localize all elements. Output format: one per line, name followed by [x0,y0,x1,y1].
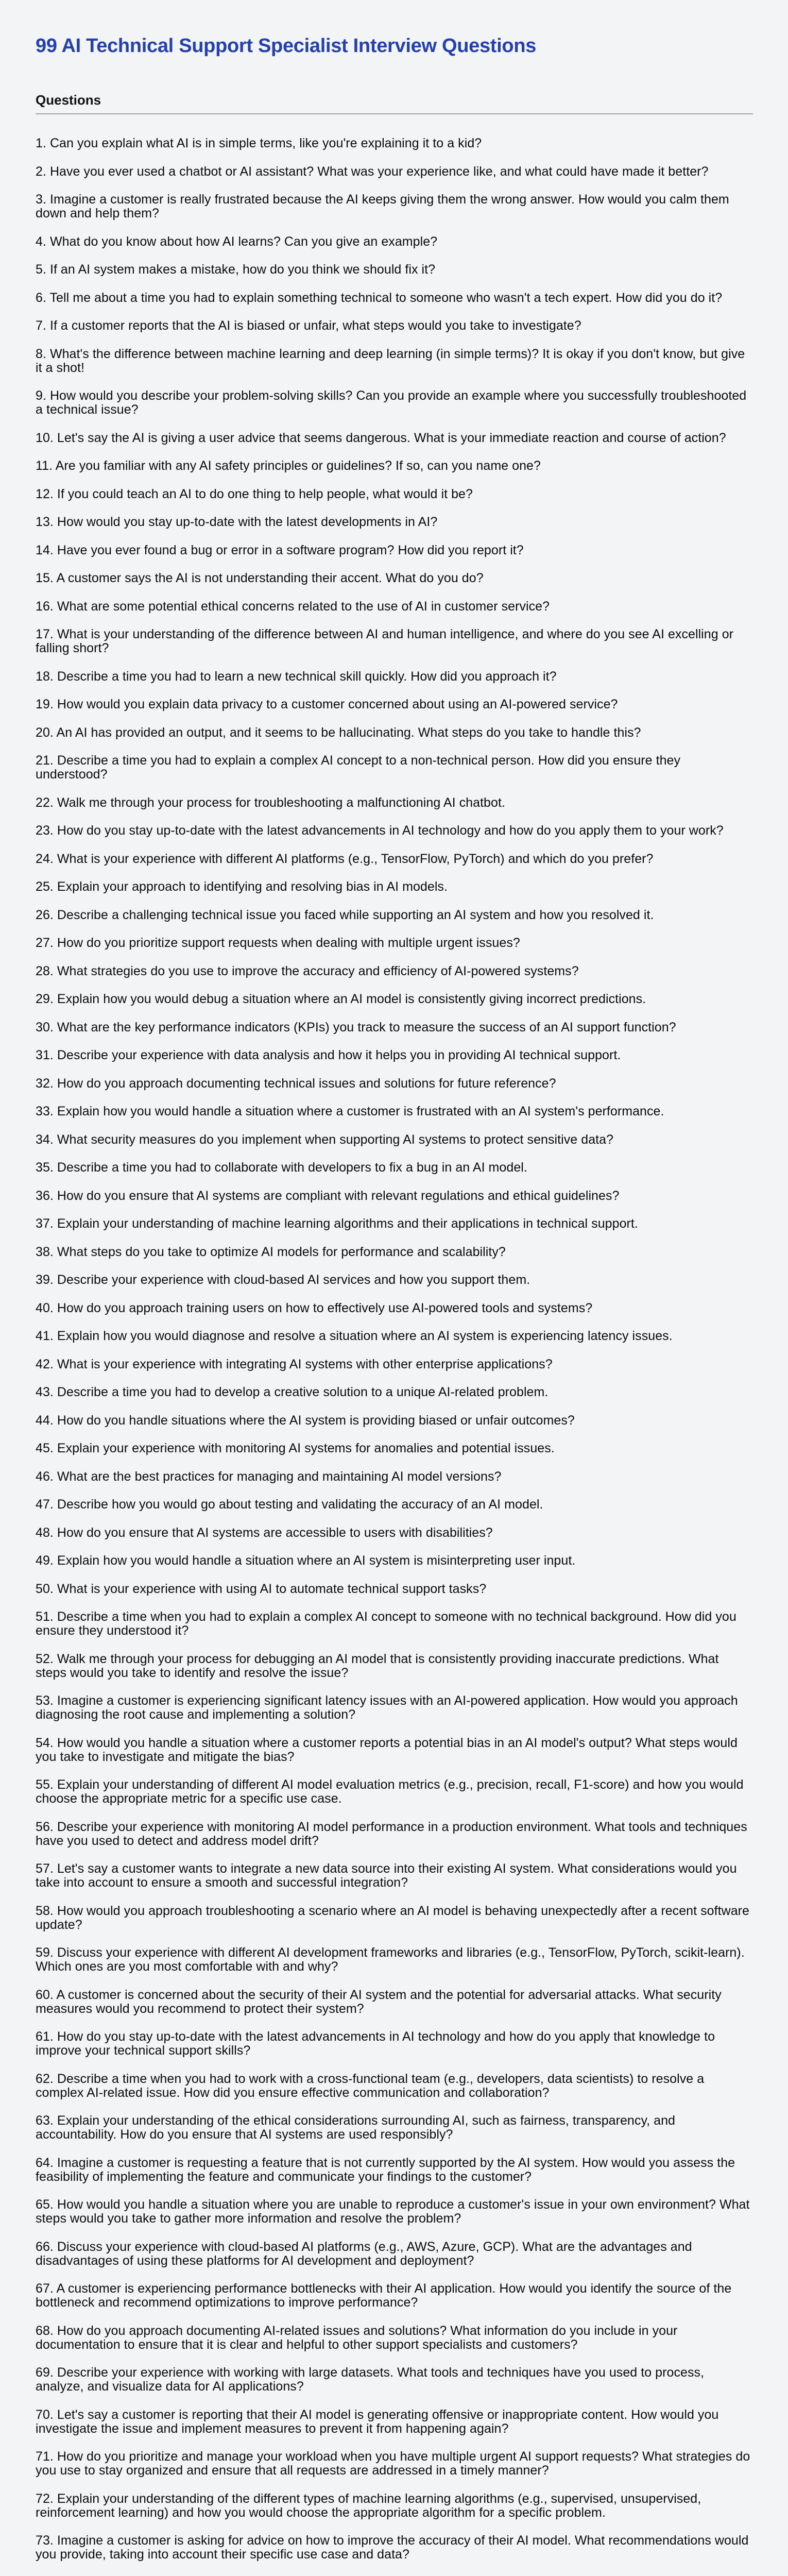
question-item: 37. Explain your understanding of machine learning algorithms and their applications in technical support. [36,1216,638,1231]
question-item: 16. What are some potential ethical concerns related to the use of AI in customer service? [36,599,550,614]
question-item: 30. What are the key performance indicators (KPIs) you track to measure the success of an AI support function? [36,1020,676,1035]
question-item: 40. How do you approach training users on how to effectively use AI-powered tools and systems? [36,1300,593,1315]
question-item: 65. How would you handle a situation where you are unable to reproduce a customer's issue in your own environment? What steps would you take to gather more information and resolve the problem? [36,2197,750,2226]
question-item: 46. What are the best practices for managing and maintaining AI model versions? [36,1469,502,1484]
page-title: 99 AI Technical Support Specialist Interview Questions [36,35,537,57]
question-item: 52. Walk me through your process for debugging an AI model that is consistently providing inaccurate predictions. What steps would you take to identify and resolve the issue? [36,1651,719,1680]
question-item: 64. Imagine a customer is requesting a feature that is not currently supported by the AI system. How would you assess the feasibility of implementing the feature and communicate your findings to the customer? [36,2155,735,2184]
question-item: 36. How do you ensure that AI systems are compliant with relevant regulations and ethical guidelines? [36,1188,620,1203]
question-item: 6. Tell me about a time you had to explain something technical to someone who wasn't a tech expert. How did you do it? [36,290,723,305]
question-item: 48. How do you ensure that AI systems are accessible to users with disabilities? [36,1525,493,1540]
section-divider [36,113,753,114]
question-item: 58. How would you approach troubleshooting a scenario where an AI model is behaving unexpectedly after a recent software update? [36,1903,750,1932]
question-item: 60. A customer is concerned about the security of their AI system and the potential for adversarial attacks. What security measures would you recommend to protect their system? [36,1987,722,2016]
question-item: 7. If a customer reports that the AI is biased or unfair, what steps would you take to investigate? [36,318,581,333]
question-item: 69. Describe your experience with working with large datasets. What tools and techniques have you used to process, analyze, and visualize data for AI applications? [36,2365,705,2394]
question-item: 53. Imagine a customer is experiencing significant latency issues with an AI-powered application. How would you approach diagnosing the root cause and implementing a solution? [36,1693,738,1722]
question-item: 31. Describe your experience with data analysis and how it helps you in providing AI technical support. [36,1048,621,1062]
question-item: 73. Imagine a customer is asking for advice on how to improve the accuracy of their AI model. What recommendations would you provide, taking into account their specific use case and data? [36,2533,749,2562]
question-item: 33. Explain how you would handle a situation where a customer is frustrated with an AI system's performance. [36,1104,664,1118]
question-item: 42. What is your experience with integrating AI systems with other enterprise applications? [36,1357,553,1371]
question-item: 4. What do you know about how AI learns? Can you give an example? [36,234,438,249]
question-item: 70. Let's say a customer is reporting that their AI model is generating offensive or inappropriate content. How would you investigate the issue and implement measures to prevent it from happening again? [36,2407,719,2436]
question-item: 43. Describe a time you had to develop a creative solution to a unique AI-related problem. [36,1385,549,1399]
question-item: 34. What security measures do you implement when supporting AI systems to protect sensitive data? [36,1132,614,1147]
question-item: 29. Explain how you would debug a situation where an AI model is consistently giving incorrect predictions. [36,992,646,1006]
question-item: 3. Imagine a customer is really frustrated because the AI keeps giving them the wrong answer. How would you calm them down and help them? [36,192,729,221]
question-item: 18. Describe a time you had to learn a new technical skill quickly. How did you approach it? [36,669,557,684]
question-item: 1. Can you explain what AI is in simple terms, like you're explaining it to a kid? [36,136,482,150]
question-item: 61. How do you stay up-to-date with the latest advancements in AI technology and how do you apply that knowledge to improve your technical support skills? [36,2029,715,2058]
question-item: 11. Are you familiar with any AI safety principles or guidelines? If so, can you name one? [36,459,541,473]
question-item: 63. Explain your understanding of the ethical considerations surrounding AI, such as fairness, transparency, and accountability. How do you ensure that AI systems are used responsibly? [36,2113,675,2142]
question-item: 17. What is your understanding of the difference between AI and human intelligence, and where do you see AI excelling or falling short? [36,627,734,655]
question-item: 41. Explain how you would diagnose and resolve a situation where an AI system is experiencing latency issues. [36,1329,673,1343]
question-item: 20. An AI has provided an output, and it seems to be hallucinating. What steps do you take to handle this? [36,725,641,740]
question-item: 68. How do you approach documenting AI-related issues and solutions? What information do you include in your documentation to ensure that it is clear and helpful to other support specialists and customers? [36,2323,678,2352]
question-item: 28. What strategies do you use to improve the accuracy and efficiency of AI-powered systems? [36,963,579,978]
question-item: 57. Let's say a customer wants to integrate a new data source into their existing AI system. What considerations would you take into account to ensure a smooth and successful integration? [36,1861,737,1890]
question-item: 35. Describe a time you had to collaborate with developers to fix a bug in an AI model. [36,1160,527,1175]
question-item: 49. Explain how you would handle a situation where an AI system is misinterpreting user input. [36,1553,576,1568]
section-heading-questions: Questions [36,92,101,108]
question-item: 32. How do you approach documenting technical issues and solutions for future reference? [36,1076,556,1091]
question-item: 27. How do you prioritize support requests when dealing with multiple urgent issues? [36,936,520,950]
question-item: 72. Explain your understanding of the different types of machine learning algorithms (e.g., supervised, unsupervised, reinforcement learning) and how you would choose the appropriate algorithm for a specific problem. [36,2491,701,2520]
question-item: 5. If an AI system makes a mistake, how do you think we should fix it? [36,262,436,277]
question-item: 19. How would you explain data privacy to a customer concerned about using an AI-powered service? [36,697,618,711]
question-item: 50. What is your experience with using AI to automate technical support tasks? [36,1581,487,1596]
question-item: 22. Walk me through your process for troubleshooting a malfunctioning AI chatbot. [36,795,505,810]
question-item: 67. A customer is experiencing performance bottlenecks with their AI application. How would you identify the source of the bottleneck and recommend optimizations to improve performance? [36,2281,732,2310]
question-item: 12. If you could teach an AI to do one thing to help people, what would it be? [36,486,473,501]
question-item: 25. Explain your approach to identifying and resolving bias in AI models. [36,879,448,894]
question-list [36,137,753,2576]
question-item: 2. Have you ever used a chatbot or AI assistant? What was your experience like, and what could have made it better? [36,164,709,179]
question-item: 66. Discuss your experience with cloud-based AI platforms (e.g., AWS, Azure, GCP). What are the advantages and disadvantages of using these platforms for AI development and deployment? [36,2239,692,2268]
question-item: 10. Let's say the AI is giving a user advice that seems dangerous. What is your immediate reaction and course of action? [36,430,726,445]
question-item: 24. What is your experience with different AI platforms (e.g., TensorFlow, PyTorch) and which do you prefer? [36,851,654,866]
question-item: 55. Explain your understanding of different AI model evaluation metrics (e.g., precision, recall, F1-score) and how you would choose the appropriate metric for a specific use case. [36,1777,744,1806]
question-item: 71. How do you prioritize and manage your workload when you have multiple urgent AI support requests? What strategies do you use to stay organized and ensure that all requests are addressed in a timely manner? [36,2449,750,2478]
question-item: 38. What steps do you take to optimize AI models for performance and scalability? [36,1244,506,1259]
question-item: 26. Describe a challenging technical issue you faced while supporting an AI system and how you resolved it. [36,907,654,922]
question-item: 39. Describe your experience with cloud-based AI services and how you support them. [36,1273,530,1287]
question-item: 54. How would you handle a situation where a customer reports a potential bias in an AI model's output? What steps would you take to investigate and mitigate the bias? [36,1735,738,1764]
question-item: 14. Have you ever found a bug or error in a software program? How did you report it? [36,543,524,557]
question-item: 59. Discuss your experience with different AI development frameworks and libraries (e.g., TensorFlow, PyTorch, scikit-learn). Which ones are you most comfortable with and why? [36,1945,745,1974]
question-item: 13. How would you stay up-to-date with the latest developments in AI? [36,515,438,529]
question-item: 9. How would you describe your problem-solving skills? Can you provide an example where you successfully troubleshooted a technical issue? [36,388,747,417]
question-item: 56. Describe your experience with monitoring AI model performance in a production environment. What tools and techniques have you used to detect and address model drift? [36,1819,747,1848]
question-item: 21. Describe a time you had to explain a complex AI concept to a non-technical person. How did you ensure they understood? [36,753,681,782]
question-item: 47. Describe how you would go about testing and validating the accuracy of an AI model. [36,1497,543,1512]
question-item: 62. Describe a time when you had to work with a cross-functional team (e.g., developers, data scientists) to resolve a complex AI-related issue. How did you ensure effective communication and collaboration? [36,2071,705,2100]
question-item: 44. How do you handle situations where the AI system is providing biased or unfair outcomes? [36,1413,575,1428]
question-item: 51. Describe a time when you had to explain a complex AI concept to someone with no technical background. How did you ensure they understood it? [36,1609,736,1638]
question-item: 23. How do you stay up-to-date with the latest advancements in AI technology and how do you apply them to your work? [36,823,724,838]
question-item: 45. Explain your experience with monitoring AI systems for anomalies and potential issues. [36,1441,555,1455]
question-item: 8. What's the difference between machine learning and deep learning (in simple terms)? It is okay if you don't know, but give it a shot! [36,346,745,375]
question-item: 15. A customer says the AI is not understanding their accent. What do you do? [36,571,484,585]
